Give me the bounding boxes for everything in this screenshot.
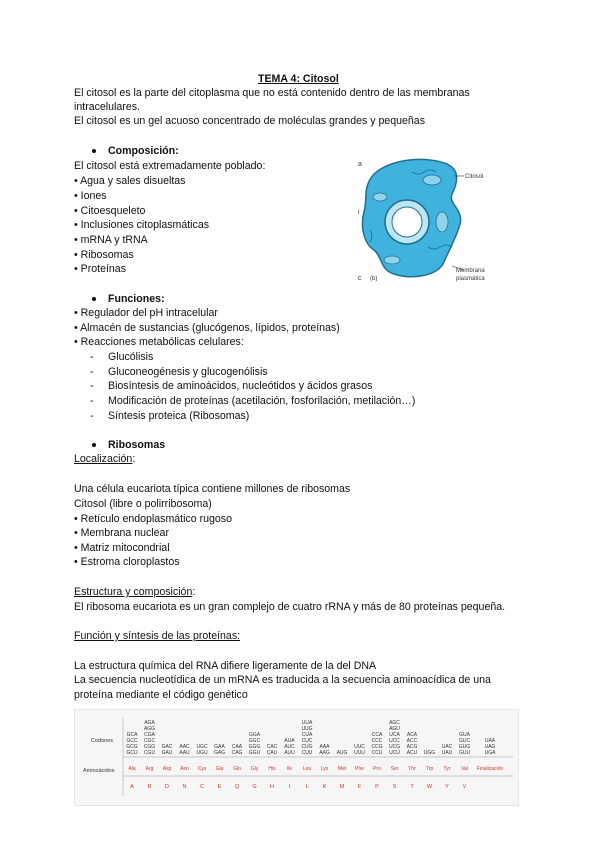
- codon-cell: CGU: [143, 750, 156, 756]
- mitochondrion: [436, 212, 448, 232]
- amino-acid-cell: Gln: [233, 766, 241, 772]
- list-item: • Inclusiones citoplasmáticas: [74, 219, 210, 231]
- codon-cell: AUG: [336, 750, 348, 756]
- amino-letter-cell: P: [375, 784, 379, 790]
- codon-cell: UCG: [388, 744, 401, 750]
- paragraph-line: El ribosoma eucariota es un gran complejo de cuatro rRNA y más de 80 proteínas pequeña.: [74, 601, 506, 613]
- mitochondrion: [423, 175, 441, 185]
- list-item: • Regulador del pH intracelular: [74, 307, 218, 319]
- amino-acid-cell: Gly: [250, 766, 259, 772]
- codon-cell: UCA: [389, 732, 400, 738]
- list-item: • Citoesqueleto: [74, 205, 146, 217]
- codon-cell: GCA: [126, 732, 138, 738]
- localizacion-colon: :: [132, 453, 136, 465]
- amino-acid-cell: Finalización: [476, 766, 504, 772]
- codon-cell: UAU: [441, 750, 453, 756]
- amino-letter-cell: F: [357, 784, 362, 790]
- codon-cell: AAC: [179, 744, 190, 750]
- codon-cell: GGA: [248, 732, 261, 738]
- composicion-lead: El citosol está extremadamente poblado:: [74, 160, 266, 172]
- paragraph-line: Una célula eucariota típica contiene millones de ribosomas: [74, 483, 351, 495]
- amino-letter-cell: M: [339, 784, 345, 790]
- codon-cell: GGU: [248, 750, 261, 756]
- codon-cell: GUU: [458, 750, 471, 756]
- intro-line-3: El citosol es un gel acuoso concentrado de moléculas grandes y pequeñas: [74, 115, 425, 127]
- mitochondrion: [384, 256, 400, 264]
- codon-cell: AAA: [319, 744, 330, 750]
- amino-letter-cell: A: [130, 784, 134, 790]
- codon-cell: CGC: [143, 738, 156, 744]
- codon-cell: CGA: [144, 732, 155, 738]
- amino-acid-cell: Met: [337, 766, 347, 772]
- codon-cell: GCC: [126, 738, 138, 744]
- codon-cell: GUA: [459, 732, 470, 738]
- codon-cell: CCG: [371, 744, 383, 750]
- codon-cell: ACG: [406, 744, 418, 750]
- amino-letter-cell: E: [217, 784, 222, 790]
- sub-list-item: Síntesis proteica (Ribosomas): [108, 410, 250, 422]
- amino-letter-cell: I: [288, 784, 291, 790]
- figure-label: c: [358, 275, 362, 282]
- cell-diagram-svg: [352, 152, 492, 287]
- amino-letter-cell: C: [200, 784, 204, 790]
- codon-cell: CUC: [301, 738, 313, 744]
- codon-cell: CCU: [371, 750, 383, 756]
- heading-bullet: [92, 443, 96, 447]
- figure-label-plasmatica: plasmática: [456, 276, 485, 282]
- codon-cell: CCC: [371, 738, 383, 744]
- amino-letter-cell: H: [270, 784, 274, 790]
- list-item: • mRNA y tRNA: [74, 234, 148, 246]
- codon-cell: CCA: [371, 732, 383, 738]
- row-label-codones: Codones: [91, 738, 114, 744]
- figure-label: i: [358, 209, 360, 216]
- codon-cell: GAG: [213, 750, 226, 756]
- codon-cell: UUG: [301, 726, 313, 732]
- nucleolus: [392, 207, 422, 237]
- subitem-dash: -: [90, 410, 94, 422]
- list-item: • Agua y sales disueltas: [74, 175, 186, 187]
- codon-cell: AUU: [284, 750, 295, 756]
- mitochondrion: [373, 193, 387, 201]
- amino-letter-cell: S: [392, 784, 397, 790]
- intro-line-2: intracelulares.: [74, 101, 140, 113]
- list-item: • Proteínas: [74, 263, 126, 275]
- amino-letter-cell: V: [462, 784, 467, 790]
- paragraph-line: La secuencia nucleotídica de un mRNA es traducida a la secuencia aminoacídica de una: [74, 674, 491, 686]
- subheading-funcion: Función y síntesis de las proteínas:: [74, 630, 241, 642]
- codon-cell: UAC: [441, 744, 453, 750]
- subitem-dash: -: [90, 380, 94, 392]
- sub-list-item: Gluconeogénesis y glucogenólisis: [108, 366, 268, 378]
- page-title: TEMA 4: Citosol: [258, 73, 339, 85]
- list-item: • Matriz mitocondrial: [74, 542, 170, 554]
- paragraph-line: La estructura química del RNA difiere ligeramente de la del DNA: [74, 660, 377, 672]
- codon-cell: UUA: [301, 720, 313, 726]
- codon-cell: GCG: [126, 744, 138, 750]
- subheading-estructura: [74, 585, 195, 599]
- figure-label: (b): [370, 276, 378, 282]
- codon-cell: AUC: [284, 744, 295, 750]
- amino-letter-cell: D: [165, 784, 169, 790]
- amino-acid-cell: Asp: [162, 766, 172, 772]
- amino-acid-cell: Phe: [355, 766, 364, 772]
- amino-acid-cell: Thr: [408, 766, 416, 772]
- subheading-localizacion: [74, 452, 135, 466]
- codon-cell: AGA: [144, 720, 155, 726]
- codon-cell: AAU: [179, 750, 190, 756]
- codon-cell: GGG: [248, 744, 261, 750]
- codon-cell: UAA: [484, 738, 496, 744]
- list-item: • Membrana nuclear: [74, 527, 169, 539]
- codon-cell: UUU: [354, 750, 365, 756]
- paragraph-line: proteína mediante el código genético: [74, 689, 248, 701]
- estructura-colon: :: [192, 586, 196, 598]
- codon-cell: UAG: [484, 744, 496, 750]
- codon-cell: AUA: [284, 738, 295, 744]
- codon-cell: AGC: [389, 720, 400, 726]
- codon-cell: UUC: [354, 744, 365, 750]
- codon-cell: GUC: [458, 738, 471, 744]
- codon-cell: CUG: [301, 744, 313, 750]
- section-heading-ribosomas: Ribosomas: [108, 439, 166, 451]
- codon-cell: UCU: [389, 750, 400, 756]
- codon-cell: UGU: [196, 750, 208, 756]
- amino-acid-cell: Glu: [215, 766, 224, 772]
- amino-acid-cell: Trp: [425, 766, 434, 772]
- codon-cell: CGG: [143, 744, 156, 750]
- amino-acid-cell: Val: [461, 766, 468, 772]
- list-item: • Reacciones metabólicas celulares:: [74, 336, 244, 348]
- amino-acid-cell: His: [268, 766, 276, 772]
- amino-letter-cell: Q: [234, 784, 240, 790]
- amino-letter-cell: N: [182, 784, 187, 790]
- codon-cell: CAA: [231, 744, 243, 750]
- codon-cell: CUU: [301, 750, 313, 756]
- codon-cell: UGA: [484, 750, 496, 756]
- codon-cell: UGC: [196, 744, 208, 750]
- codon-cell: AGU: [389, 726, 400, 732]
- codon-cell: CAU: [266, 750, 278, 756]
- sub-list-item: Glucólisis: [108, 351, 154, 363]
- amino-acid-cell: Ile: [286, 766, 293, 772]
- list-item: • Retículo endoplasmático rugoso: [74, 513, 232, 525]
- estructura-text: Estructura y composición: [74, 586, 193, 598]
- codon-cell: GAA: [214, 744, 225, 750]
- list-item: • Estroma cloroplastos: [74, 556, 180, 568]
- subitem-dash: -: [90, 366, 94, 378]
- paragraph-line: Citosol (libre o polirribosoma): [74, 498, 212, 510]
- amino-letter-cell: T: [410, 784, 414, 790]
- codon-cell: CAC: [266, 744, 278, 750]
- codon-cell: ACA: [406, 732, 418, 738]
- localizacion-text: Localización: [74, 453, 133, 465]
- codon-table-svg: [75, 710, 518, 805]
- amino-acid-cell: Ser: [390, 766, 399, 772]
- codon-cell: CUA: [301, 732, 313, 738]
- figure-label-membrana: Membrana: [456, 268, 485, 274]
- codon-cell: GCU: [126, 750, 138, 756]
- list-item: • Iones: [74, 190, 107, 202]
- amino-acid-cell: Cys: [197, 766, 207, 772]
- cell-diagram: [352, 152, 492, 287]
- amino-acid-cell: Leu: [302, 766, 312, 772]
- list-item: • Almacén de sustancias (glucógenos, lípidos, proteínas): [74, 322, 340, 334]
- subitem-dash: -: [90, 351, 94, 363]
- codon-cell: GAU: [161, 750, 173, 756]
- amino-letter-cell: W: [426, 784, 433, 790]
- codon-cell: ACU: [406, 750, 418, 756]
- codon-cell: AAG: [319, 750, 330, 756]
- sub-list-item: Biosíntesis de aminoácidos, nucleótidos y ácidos grasos: [108, 380, 373, 392]
- figure-label-citosol: Citosol: [465, 174, 484, 180]
- heading-bullet: [92, 297, 96, 301]
- amino-acid-cell: Arg: [145, 766, 154, 772]
- heading-bullet: [92, 149, 96, 153]
- amino-letter-cell: K: [322, 784, 327, 790]
- row-label-aminoacidos: Aminoácidos: [83, 768, 115, 774]
- amino-acid-cell: Asn: [180, 766, 189, 772]
- codon-cell: UCC: [389, 738, 400, 744]
- codon-cell: AGG: [143, 726, 156, 732]
- amino-acid-cell: Tyr: [443, 766, 451, 772]
- codon-cell: UGG: [423, 750, 436, 756]
- codon-cell: GUG: [458, 744, 471, 750]
- amino-letter-cell: R: [147, 784, 152, 790]
- codon-table: [74, 709, 519, 806]
- amino-acid-cell: Ala: [128, 766, 136, 772]
- list-item: • Ribosomas: [74, 249, 134, 261]
- amino-acid-cell: Pro: [373, 766, 381, 772]
- figure-label: a: [358, 161, 362, 168]
- amino-letter-cell: L: [305, 784, 309, 790]
- codon-cell: ACC: [406, 738, 418, 744]
- intro-line-1: El citosol es la parte del citoplasma que no está contenido dentro de las membranas: [74, 87, 470, 99]
- section-heading-composicion: Composición:: [108, 145, 179, 157]
- subitem-dash: -: [90, 395, 94, 407]
- amino-letter-cell: G: [252, 784, 257, 790]
- codon-cell: GAC: [161, 744, 173, 750]
- amino-letter-cell: Y: [445, 784, 449, 790]
- section-heading-funciones: Funciones:: [108, 293, 165, 305]
- sub-list-item: Modificación de proteínas (acetilación, fosforilación, metilación…): [108, 395, 416, 407]
- codon-cell: CAG: [231, 750, 243, 756]
- codon-cell: GGC: [248, 738, 261, 744]
- amino-acid-cell: Lys: [320, 766, 329, 772]
